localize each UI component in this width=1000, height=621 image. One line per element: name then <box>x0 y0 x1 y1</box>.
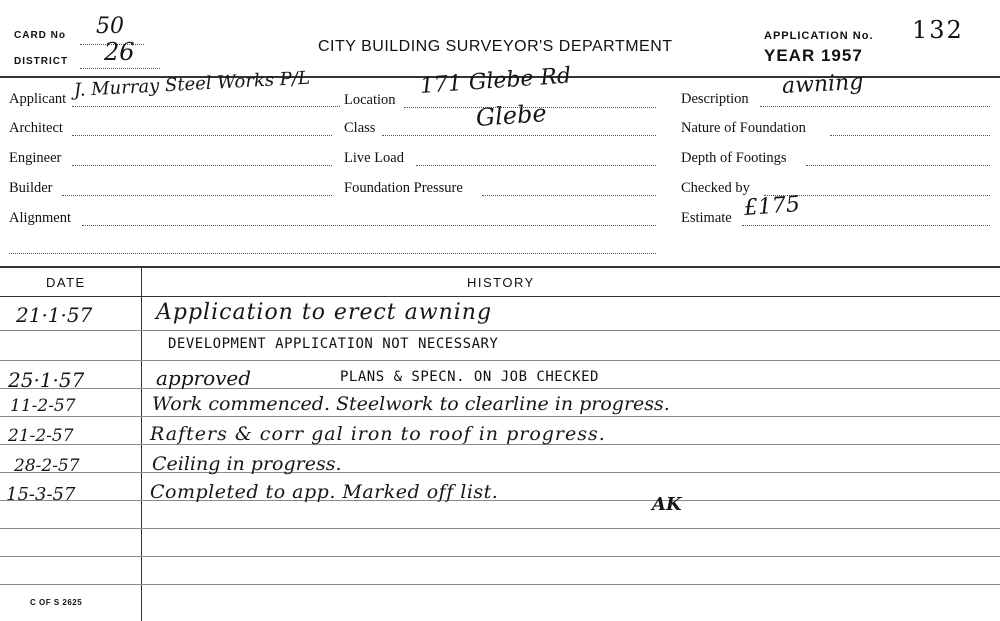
department-title: CITY BUILDING SURVEYOR'S DEPARTMENT <box>318 38 673 55</box>
builder-line <box>62 195 332 196</box>
table-top-rule <box>0 266 1000 268</box>
description-line <box>760 106 990 107</box>
ruled-line <box>0 472 1000 473</box>
row-date: 21·1·57 <box>16 303 93 327</box>
history-column-header: HISTORY <box>467 275 535 290</box>
initials: AK <box>652 494 682 515</box>
architect-label: Architect <box>9 120 63 136</box>
form-code: C OF S 2625 <box>30 598 83 607</box>
foundation-pressure-label: Foundation Pressure <box>344 180 463 196</box>
architect-line <box>72 135 332 136</box>
ruled-line <box>0 360 1000 361</box>
row-entry: approved <box>156 366 252 390</box>
foundation-pressure-line <box>482 195 656 196</box>
row-entry: Ceiling in progress. <box>152 453 342 475</box>
row-date: 21-2-57 <box>8 426 74 446</box>
alignment-line <box>82 225 656 226</box>
depth-line <box>806 165 990 166</box>
application-number: 132 <box>912 16 964 44</box>
plans-stamp: PLANS & SPECN. ON JOB CHECKED <box>340 369 599 385</box>
card-no-value: 50 <box>96 14 124 39</box>
row-entry: Application to erect awning <box>156 300 493 325</box>
applicant-value: J. Murray Steel Works P/L <box>73 67 311 101</box>
table-header-rule <box>0 296 1000 297</box>
location-value: 171 Glebe Rd <box>419 63 572 99</box>
live-load-label: Live Load <box>344 150 404 166</box>
description-value: awning <box>781 69 864 99</box>
row-date: 28-2-57 <box>14 456 80 476</box>
alignment-label: Alignment <box>9 210 72 226</box>
depth-of-footings-label: Depth of Footings <box>681 150 787 166</box>
blank-line <box>9 253 656 254</box>
engineer-label: Engineer <box>9 150 62 166</box>
year-label: YEAR 1957 <box>764 46 863 65</box>
row-entry: Work commenced. Steelwork to clearline in progress. <box>152 393 670 415</box>
row-entry: Completed to app. Marked off list. <box>150 481 499 503</box>
ruled-line <box>0 330 1000 331</box>
engineer-line <box>72 165 332 166</box>
nature-line <box>830 135 990 136</box>
row-entry: Rafters & corr gal iron to roof in progress. <box>150 423 606 445</box>
card-no-label: CARD No <box>14 30 66 41</box>
district-label: DISTRICT <box>14 56 69 67</box>
checked-by-label: Checked by <box>681 180 750 196</box>
live-load-line <box>416 165 656 166</box>
class-line <box>382 135 656 136</box>
ruled-line <box>0 584 1000 585</box>
estimate-value: £175 <box>743 192 801 221</box>
location-label: Location <box>344 92 396 108</box>
development-stamp: DEVELOPMENT APPLICATION NOT NECESSARY <box>168 336 499 352</box>
ruled-line <box>0 528 1000 529</box>
row-date: 11-2-57 <box>10 396 76 416</box>
class-label: Class <box>344 120 376 136</box>
row-date: 25·1·57 <box>8 368 85 392</box>
date-column-header: DATE <box>46 275 86 290</box>
row-date: 15-3-57 <box>6 484 76 505</box>
application-label: APPLICATION No. <box>764 30 874 42</box>
builder-label: Builder <box>9 180 53 196</box>
nature-of-foundation-label: Nature of Foundation <box>681 120 806 136</box>
applicant-label: Applicant <box>9 91 67 107</box>
estimate-line <box>742 225 990 226</box>
description-label: Description <box>681 91 749 107</box>
district-value: 26 <box>104 38 135 66</box>
ruled-line <box>0 388 1000 389</box>
applicant-line <box>72 106 340 107</box>
ruled-line <box>0 556 1000 557</box>
ruled-line <box>0 416 1000 417</box>
estimate-label: Estimate <box>681 210 732 226</box>
class-value: Glebe <box>475 99 548 132</box>
district-line <box>80 68 160 69</box>
